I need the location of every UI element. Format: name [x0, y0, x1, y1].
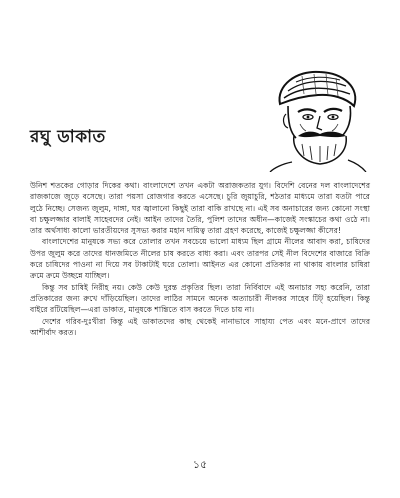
chapter-title: রঘু ডাকাত [30, 127, 106, 147]
paragraph-1: উনিশ শতকের গোড়ার দিকের কথা। বাংলাদেশে তখন একটা অরাজকতার যুগ। বিদেশি বেনের দল বাংলাদেশের রাজকাজে জুড়ে বসেছে। তারা পয়সা রোজগার করতে এসেছে। চুরি জুয়াচুরি, শঠতার মাধ্যমে তারা যতটা পারে লুঠে নিচ্ছে। সেজন্য জুলুম, দাঙ্গা, ঘর জ্বালানো কিছুই তারা বাকি রাখছে না। এই সব অনাচারের জন্য কোনো সংস্থা বা চক্ষুলজ্জার বালাই সাহেবদের নেই। আইন তাদের তৈরি, পুলিশ তাদের অধীন—কাজেই সংস্কাচের কথা ওঠে না। তার অর্থসাধ্য কালো ভারতীয়দের সুসভ্য করার মহান দায়িত্ব তারা গ্রহণ করেছে, কাজেই চক্ষুলজ্জা কীসের! [30, 181, 370, 236]
bearded-man-turban-portrait-icon [262, 64, 370, 172]
paragraph-2: বাংলাদেশের মানুষকে সভ্য করে তোলার তখন সবচেয়ে ভালো মাধ্যম ছিল গ্রামে নীলের আবাদ করা, চাষিদের উপর জুলুম করে তাদের ধানজমিতে নীলের চাষ করতে বাধ্য করা। এবং তারপর সেই নীল বিদেশের বাজারে বিক্রি করে চাষিদের পাওনা না দিয়ে সব টাকাটাই ঘরে তোলা। আইনত এর কোনো প্রতিকার না থাকায় বাংলার চাষিরা ক্রমে ক্রমে উচ্ছন্নে যাচ্ছিল। [30, 237, 370, 281]
page-number: ১৫ [192, 458, 208, 471]
chapter-body [30, 180, 370, 338]
paragraph-3: কিন্তু সব চাষিই নিরীহ নয়। কেউ কেউ দুরন্ত প্রকৃতির ছিল। তারা নির্বিবাদে এই অনাচার সহ্য করেনি, তারা প্রতিকারের জন্য রুখে দাঁড়িয়েছিল। তাদের লাঠির সামনে অনেক অত্যাচারী নীলকর সাহেব টিট্ হয়েছিল। কিন্তু বাইরে রটিয়েছিল—এরা ডাকাত, মানুষকে শান্তিতে বাস করতে দিতে চায় না। [30, 282, 370, 315]
paragraph-4: দেশের গরিব-দুঃখীরা কিন্তু এই ডাকাতদের কাছ থেকেই নানাভাবে সাহায্য পেত এবং মনে-প্রাণে তাদের আশীর্বাদ করত। [30, 316, 370, 337]
